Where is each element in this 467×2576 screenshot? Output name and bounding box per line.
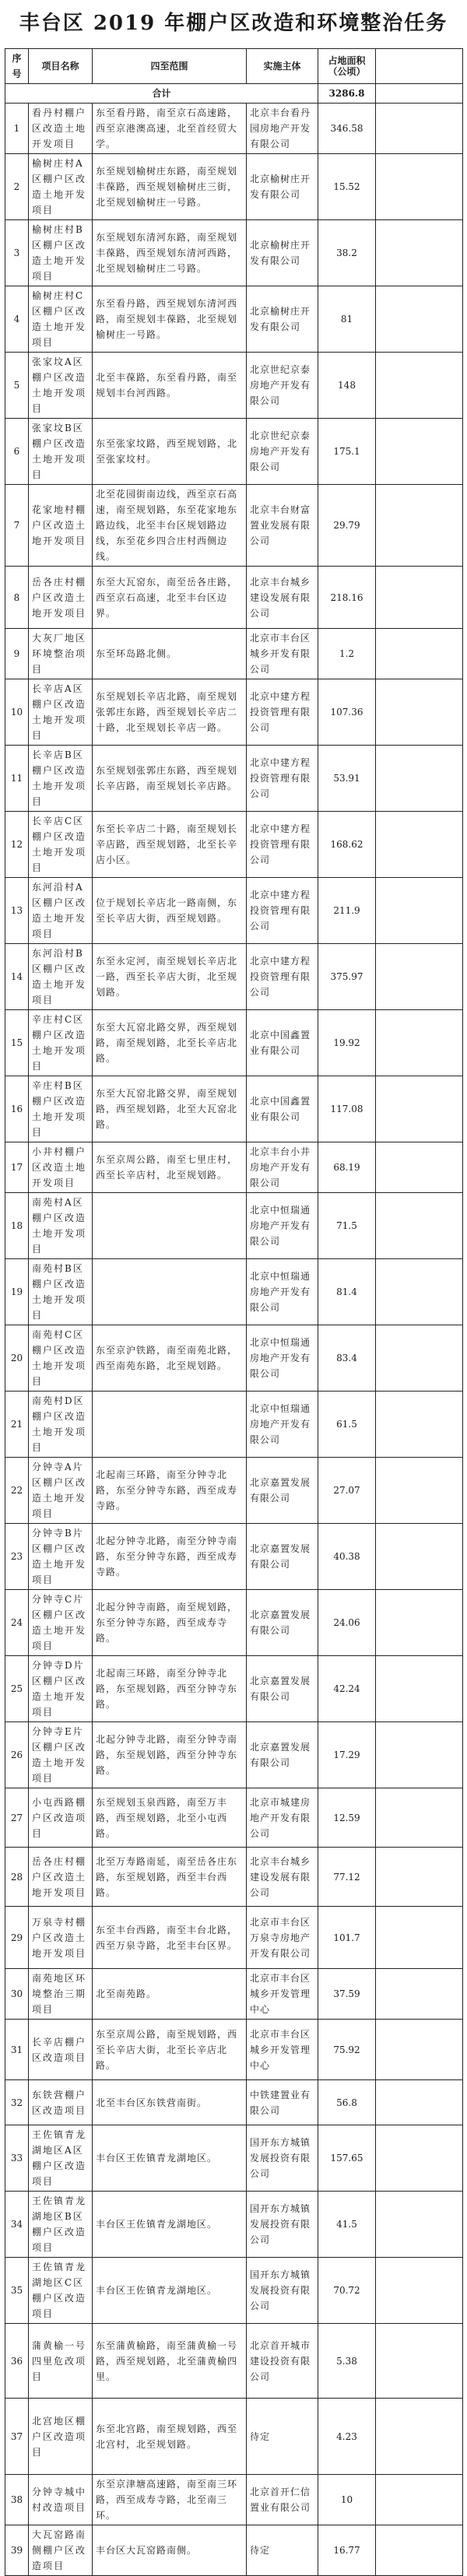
row-blank: [376, 1907, 463, 1969]
row-area: 15.52: [318, 154, 376, 220]
row-blank: [376, 1590, 463, 1656]
row-scope: 北起分钟寺北路，南至分钟寺南路，东至规划路，西至分钟寺东路。: [93, 1722, 247, 1788]
row-index: 1: [5, 104, 29, 154]
row-blank: [376, 1788, 463, 1848]
table-row: [5, 2125, 463, 2192]
row-blank: [376, 1458, 463, 1524]
row-scope: 东至看丹路，西至规划东清河西路，南至规划丰葆路，北至规划榆树庄一号路。: [93, 286, 247, 353]
row-entity: 北京市丰台区城乡开发管理中心: [247, 2020, 318, 2080]
row-entity: 北京榆树庄开发有限公司: [247, 154, 318, 220]
row-area: 117.08: [318, 1076, 376, 1142]
row-blank: [376, 1969, 463, 2020]
row-name: 看丹村棚户区改造土地开发项目: [29, 104, 93, 154]
table-row: [5, 1458, 463, 1524]
row-entity: 北京中国鑫置业有限公司: [247, 1010, 318, 1076]
row-blank: [376, 2475, 463, 2525]
row-area: 29.79: [318, 485, 376, 567]
row-name: 岳各庄村棚户区改造土地开发项目: [29, 567, 93, 629]
row-blank: [376, 286, 463, 353]
table-row: [5, 485, 463, 567]
table-row: [5, 286, 463, 353]
row-index: 24: [5, 1590, 29, 1656]
row-blank: [376, 419, 463, 485]
row-entity: 北京嘉置发展有限公司: [247, 1656, 318, 1722]
row-blank: [376, 2192, 463, 2258]
row-blank: [376, 812, 463, 878]
table-header-row: [5, 49, 463, 84]
row-name: 南苑村B区棚户区改造土地开发项目: [29, 1259, 93, 1325]
row-name: 张家坟A区棚户区改造土地开发项目: [29, 353, 93, 419]
row-scope: 位于规划长辛店北一路南侧，东至长辛店大街，西至规划路。: [93, 878, 247, 944]
row-entity: 国开东方城镇发展投资有限公司: [247, 2192, 318, 2258]
row-name: 东河沿村A区棚户区改造土地开发项目: [29, 878, 93, 944]
row-entity: 北京丰台财富置业发展有限公司: [247, 485, 318, 567]
row-entity: 北京中建方程投资管理有限公司: [247, 746, 318, 812]
row-area: 42.24: [318, 1656, 376, 1722]
table-row: [5, 2020, 463, 2080]
header-entity: 实施主体: [247, 49, 318, 84]
table-row: [5, 1259, 463, 1325]
row-scope: 北起南三环路，南至分钟寺北路，东至规划路，西至分钟寺东路。: [93, 1656, 247, 1722]
row-blank: [376, 1325, 463, 1392]
row-blank: [376, 679, 463, 746]
row-blank: [376, 2324, 463, 2399]
row-area: 56.8: [318, 2080, 376, 2125]
row-entity: 北京嘉置发展有限公司: [247, 1590, 318, 1656]
row-index: 34: [5, 2192, 29, 2258]
total-area: 3286.8: [318, 84, 376, 104]
table-row: [5, 679, 463, 746]
row-scope: 丰台区大瓦窑路南侧。: [93, 2525, 247, 2576]
row-scope: [93, 1392, 247, 1458]
row-entity: 待定: [247, 2525, 318, 2576]
row-name: 分钟寺B片区棚户区改造土地开发项目: [29, 1524, 93, 1590]
row-scope: 东至京沪铁路，南至南苑北路，西至南苑东路，北至规划路。: [93, 1325, 247, 1392]
table-row: [5, 1590, 463, 1656]
row-entity: 北京中恒瑞通房地产开发有限公司: [247, 1259, 318, 1325]
row-area: 17.29: [318, 1722, 376, 1788]
table-row: [5, 2324, 463, 2399]
table-row: [5, 1325, 463, 1392]
table-row: [5, 419, 463, 485]
row-index: 33: [5, 2125, 29, 2192]
row-index: 9: [5, 629, 29, 679]
row-index: 13: [5, 878, 29, 944]
total-blank: [376, 84, 463, 104]
row-index: 35: [5, 2258, 29, 2324]
row-name: 长辛店B区棚户区改造土地开发项目: [29, 746, 93, 812]
row-scope: 东至京周公路，南至规划路，西至长辛店大街，北至长辛店北路。: [93, 2020, 247, 2080]
row-entity: 中铁建置业有限公司: [247, 2080, 318, 2125]
row-blank: [376, 1142, 463, 1193]
row-scope: 东至蒲黄榆路，南至蒲黄榆一号路，西至规划路，北至蒲黄榆四里。: [93, 2324, 247, 2399]
row-name: 辛庄村B区棚户区改造土地开发项目: [29, 1076, 93, 1142]
table-row: [5, 1076, 463, 1142]
row-index: 14: [5, 944, 29, 1010]
row-scope: 北至丰台区东铁营南街。: [93, 2080, 247, 2125]
row-name: 榆树庄村A区棚户区改造土地开发项目: [29, 154, 93, 220]
row-entity: 北京丰台城乡建设发展有限公司: [247, 567, 318, 629]
row-entity: 北京中建方程投资管理有限公司: [247, 878, 318, 944]
row-area: 168.62: [318, 812, 376, 878]
table-row: [5, 944, 463, 1010]
table-row: [5, 878, 463, 944]
row-name: 分钟寺E片区棚户区改造土地开发项目: [29, 1722, 93, 1788]
table-row: [5, 220, 463, 286]
row-entity: 北京市丰台区万泉寺房地产开发有限公司: [247, 1907, 318, 1969]
row-area: 16.77: [318, 2525, 376, 2576]
table-row: [5, 1656, 463, 1722]
table-row: [5, 2475, 463, 2525]
row-scope: 东至长辛店二十路，南至规划长辛店路，西至规划路，北至长辛店小区。: [93, 812, 247, 878]
row-scope: 东至看丹路，南至京石高速路，西至京港澳高速，北至首经贸大学。: [93, 104, 247, 154]
row-name: 大灰厂地区环境整治项目: [29, 629, 93, 679]
row-index: 28: [5, 1848, 29, 1907]
header-area: 占地面积 （公顷）: [318, 49, 376, 84]
row-entity: 待定: [247, 2399, 318, 2475]
row-scope: 东至环岛路北侧。: [93, 629, 247, 679]
table-row: [5, 812, 463, 878]
row-name: 榆树庄村B区棚户区改造土地开发项目: [29, 220, 93, 286]
row-blank: [376, 1524, 463, 1590]
row-name: 王佐镇青龙湖地区C区棚户区改造项目: [29, 2258, 93, 2324]
row-index: 19: [5, 1259, 29, 1325]
row-entity: 北京中恒瑞通房地产开发有限公司: [247, 1325, 318, 1392]
row-area: 24.06: [318, 1590, 376, 1656]
row-scope: 东至规划张郭庄东路，西至规划长辛店路，南至规划长辛店路。: [93, 746, 247, 812]
row-area: 75.92: [318, 2020, 376, 2080]
table-row: [5, 2192, 463, 2258]
table-row: [5, 1010, 463, 1076]
row-scope: 东至京周公路，南至七里庄村，西至长辛店村，北至规划路。: [93, 1142, 247, 1193]
row-blank: [376, 1076, 463, 1142]
row-scope: 东至京津塘高速路，南至南三环路，西至成寿寺路，北至南三环。: [93, 2475, 247, 2525]
row-blank: [376, 1193, 463, 1259]
row-index: 2: [5, 154, 29, 220]
row-name: 长辛店A区棚户区改造土地开发项目: [29, 679, 93, 746]
row-index: 5: [5, 353, 29, 419]
row-scope: 东至规划东清河东路，南至规划丰葆路，西至规划东清河西路，北至规划榆树庄二号路。: [93, 220, 247, 286]
row-blank: [376, 2125, 463, 2192]
table-row: [5, 353, 463, 419]
row-scope: 北至南苑路。: [93, 1969, 247, 2020]
header-scope: 四至范围: [93, 49, 247, 84]
row-blank: [376, 567, 463, 629]
row-blank: [376, 629, 463, 679]
row-blank: [376, 485, 463, 567]
row-scope: 丰台区王佐镇青龙湖地区。: [93, 2258, 247, 2324]
row-name: 南苑村C区棚户区改造土地开发项目: [29, 1325, 93, 1392]
row-name: 蒲黄榆一号四里危改项目: [29, 2324, 93, 2399]
row-area: 101.7: [318, 1907, 376, 1969]
task-table: [5, 48, 463, 2576]
total-row: [5, 84, 463, 104]
row-name: 小井村棚户区改造土地开发项目: [29, 1142, 93, 1193]
row-entity: 北京嘉置发展有限公司: [247, 1458, 318, 1524]
row-index: 29: [5, 1907, 29, 1969]
row-entity: 北京中建方程投资管理有限公司: [247, 944, 318, 1010]
row-area: 4.23: [318, 2399, 376, 2475]
row-area: 70.72: [318, 2258, 376, 2324]
row-area: 40.38: [318, 1524, 376, 1590]
row-index: 22: [5, 1458, 29, 1524]
row-area: 71.5: [318, 1193, 376, 1259]
row-scope: 北起分钟寺北路，南至分钟寺南路，东至分钟寺东路，西至成寿寺路。: [93, 1524, 247, 1590]
row-area: 81.4: [318, 1259, 376, 1325]
row-area: 38.2: [318, 220, 376, 286]
row-entity: 国开东方城镇发展投资有限公司: [247, 2258, 318, 2324]
row-entity: 北京中建方程投资管理有限公司: [247, 679, 318, 746]
row-index: 23: [5, 1524, 29, 1590]
row-entity: 北京市丰台区城乡开发管理中心: [247, 1969, 318, 2020]
row-index: 4: [5, 286, 29, 353]
row-entity: 北京世纪京泰房地产开发有限公司: [247, 353, 318, 419]
row-scope: 东至大瓦窑东，南至岳各庄路，西至京石高速，北至丰台区边界。: [93, 567, 247, 629]
row-name: 岳各庄村棚户区改造土地开发项目: [29, 1848, 93, 1907]
row-blank: [376, 2080, 463, 2125]
row-scope: 北起南三环路，南至分钟寺北路，东至分钟寺东路，西至成寿寺路。: [93, 1458, 247, 1524]
row-name: 长辛店C区棚户区改造土地开发项目: [29, 812, 93, 878]
row-area: 218.16: [318, 567, 376, 629]
row-area: 375.97: [318, 944, 376, 1010]
row-name: 分钟寺A片区棚户区改造土地开发项目: [29, 1458, 93, 1524]
row-area: 12.59: [318, 1788, 376, 1848]
row-index: 27: [5, 1788, 29, 1848]
row-blank: [376, 353, 463, 419]
row-scope: 丰台区王佐镇青龙湖地区。: [93, 2125, 247, 2192]
row-entity: 北京中恒瑞通房地产开发有限公司: [247, 1392, 318, 1458]
row-area: 1.2: [318, 629, 376, 679]
row-scope: 北至万寿路南延，南至岳各庄东路，东至规划路，西至丰台西路。: [93, 1848, 247, 1907]
row-area: 61.5: [318, 1392, 376, 1458]
header-blank: [376, 49, 463, 84]
row-blank: [376, 2020, 463, 2080]
row-entity: 北京市丰台区城乡开发有限公司: [247, 629, 318, 679]
row-scope: 北起分钟寺南路，南至规划路，东至分钟寺东路，西至成寿寺路。: [93, 1590, 247, 1656]
row-name: 东河沿村B区棚户区改造土地开发项目: [29, 944, 93, 1010]
row-index: 11: [5, 746, 29, 812]
row-entity: 北京首开城市建设投资有限公司: [247, 2324, 318, 2399]
row-area: 41.5: [318, 2192, 376, 2258]
row-name: 北宫地区棚户区改造项目: [29, 2399, 93, 2475]
row-area: 10: [318, 2475, 376, 2525]
row-entity: 北京首开仁信置业有限公司: [247, 2475, 318, 2525]
row-entity: 北京丰台小井房地产开发有限公司: [247, 1142, 318, 1193]
row-name: 万泉寺村棚户区改造土地开发项目: [29, 1907, 93, 1969]
row-scope: 北至花园街南边线，西至京石高速，南至规划路，东至花家地东路边线，北至丰台区规划路边线，东至花乡四合庄村西侧边线。: [93, 485, 247, 567]
row-name: 东铁营棚户区改造项目: [29, 2080, 93, 2125]
row-scope: 东至张家坟路，西至规划路，北至张家坟村。: [93, 419, 247, 485]
row-name: 南苑村A区棚户区改造土地开发项目: [29, 1193, 93, 1259]
row-blank: [376, 1259, 463, 1325]
row-area: 68.19: [318, 1142, 376, 1193]
row-blank: [376, 220, 463, 286]
row-entity: 北京世纪京泰房地产开发有限公司: [247, 419, 318, 485]
row-area: 148: [318, 353, 376, 419]
row-scope: [93, 1259, 247, 1325]
row-area: 5.38: [318, 2324, 376, 2399]
row-area: 175.1: [318, 419, 376, 485]
table-row: [5, 104, 463, 154]
row-name: 花家地村棚户区改造土地开发项目: [29, 485, 93, 567]
row-scope: 丰台区王佐镇青龙湖地区。: [93, 2192, 247, 2258]
row-blank: [376, 2258, 463, 2324]
row-blank: [376, 944, 463, 1010]
row-blank: [376, 104, 463, 154]
table-row: [5, 1193, 463, 1259]
table-row: [5, 746, 463, 812]
table-row: [5, 629, 463, 679]
row-name: 辛庄村C区棚户区改造土地开发项目: [29, 1010, 93, 1076]
row-index: 3: [5, 220, 29, 286]
row-scope: 东至规划玉泉西路，南至万丰路，西至规划路，北至小屯西路。: [93, 1788, 247, 1848]
row-area: 211.9: [318, 878, 376, 944]
row-entity: 北京中国鑫置业有限公司: [247, 1076, 318, 1142]
table-row: [5, 2258, 463, 2324]
row-name: 大瓦窑路南侧棚户区改造项目: [29, 2525, 93, 2576]
row-index: 18: [5, 1193, 29, 1259]
row-area: 27.07: [318, 1458, 376, 1524]
row-area: 19.92: [318, 1010, 376, 1076]
table-row: [5, 1392, 463, 1458]
row-entity: 北京嘉置发展有限公司: [247, 1524, 318, 1590]
row-blank: [376, 1848, 463, 1907]
table-row: [5, 1788, 463, 1848]
row-index: 12: [5, 812, 29, 878]
row-blank: [376, 1392, 463, 1458]
table-row: [5, 1969, 463, 2020]
row-area: 81: [318, 286, 376, 353]
row-index: 36: [5, 2324, 29, 2399]
row-entity: 北京中建方程投资管理有限公司: [247, 812, 318, 878]
row-index: 21: [5, 1392, 29, 1458]
row-name: 张家坟B区棚户区改造土地开发项目: [29, 419, 93, 485]
row-area: 37.59: [318, 1969, 376, 2020]
row-scope: 东至永定河，南至规划长辛店北一路，西至长辛店大街，北至规划路。: [93, 944, 247, 1010]
row-name: 小屯西路棚户区改造项目: [29, 1788, 93, 1848]
row-name: 南苑地区环境整治三期项目: [29, 1969, 93, 2020]
row-name: 长辛店棚户区改造项目: [29, 2020, 93, 2080]
row-blank: [376, 2525, 463, 2576]
row-entity: 北京榆树庄开发有限公司: [247, 220, 318, 286]
row-scope: 东至规划长辛店北路，南至规划张郭庄东路，西至规划长辛店二十路，北至规划长辛店一路。: [93, 679, 247, 746]
row-index: 30: [5, 1969, 29, 2020]
row-name: 王佐镇青龙湖地区B区棚户区改造项目: [29, 2192, 93, 2258]
table-row: [5, 2525, 463, 2576]
row-area: 83.4: [318, 1325, 376, 1392]
row-index: 39: [5, 2525, 29, 2576]
row-index: 17: [5, 1142, 29, 1193]
row-name: 分钟寺C片区棚户区改造土地开发项目: [29, 1590, 93, 1656]
row-blank: [376, 1656, 463, 1722]
row-scope: 北至丰葆路，东至看丹路，南至规划丰台河西路。: [93, 353, 247, 419]
header-name: 项目名称: [29, 49, 93, 84]
row-blank: [376, 1010, 463, 1076]
row-index: 16: [5, 1076, 29, 1142]
table-row: [5, 1722, 463, 1788]
row-scope: [93, 1193, 247, 1259]
table-row: [5, 1907, 463, 1969]
row-index: 37: [5, 2399, 29, 2475]
row-entity: 北京榆树庄开发有限公司: [247, 286, 318, 353]
row-blank: [376, 154, 463, 220]
row-name: 分钟寺D片区棚户区改造土地开发项目: [29, 1656, 93, 1722]
table-row: [5, 2080, 463, 2125]
table-row: [5, 567, 463, 629]
row-entity: 北京嘉置发展有限公司: [247, 1722, 318, 1788]
row-scope: 东至大瓦窑北路交界，南至规划路，西至规划路，北至大瓦窑北路。: [93, 1076, 247, 1142]
table-row: [5, 1848, 463, 1907]
row-blank: [376, 2399, 463, 2475]
row-index: 10: [5, 679, 29, 746]
row-area: 77.12: [318, 1848, 376, 1907]
row-entity: 北京丰台看丹园房地产开发有限公司: [247, 104, 318, 154]
row-name: 榆树庄村C区棚户区改造土地开发项目: [29, 286, 93, 353]
table-row: [5, 1142, 463, 1193]
row-entity: 国开东方城镇发展投资有限公司: [247, 2125, 318, 2192]
row-scope: 东至丰台西路，南至丰台北路，西至万泉寺路，北至丰台区界。: [93, 1907, 247, 1969]
row-index: 15: [5, 1010, 29, 1076]
row-entity: 北京丰台城乡建设发展有限公司: [247, 1848, 318, 1907]
row-scope: 东至北宫路，南至规划路，西至北宫村，北至规划路。: [93, 2399, 247, 2475]
total-label: 合计: [5, 84, 318, 104]
row-entity: 北京中恒瑞通房地产开发有限公司: [247, 1193, 318, 1259]
row-index: 25: [5, 1656, 29, 1722]
header-index: 序号: [5, 49, 29, 84]
row-index: 6: [5, 419, 29, 485]
row-scope: 东至规划榆树庄东路，南至规划丰葆路，西至规划榆树庄三街，北至规划榆树庄一号路。: [93, 154, 247, 220]
row-entity: 北京市城建房地产开发有限公司: [247, 1788, 318, 1848]
row-area: 53.91: [318, 746, 376, 812]
row-index: 20: [5, 1325, 29, 1392]
row-index: 8: [5, 567, 29, 629]
table-row: [5, 2399, 463, 2475]
row-blank: [376, 878, 463, 944]
row-index: 26: [5, 1722, 29, 1788]
row-area: 346.58: [318, 104, 376, 154]
row-name: 分钟寺城中村改造项目: [29, 2475, 93, 2525]
row-scope: 东至大瓦窑北路交界，西至规划路，南至规划路，北至长辛店北路。: [93, 1010, 247, 1076]
row-blank: [376, 746, 463, 812]
row-index: 38: [5, 2475, 29, 2525]
row-area: 107.36: [318, 679, 376, 746]
table-row: [5, 154, 463, 220]
row-index: 31: [5, 2020, 29, 2080]
row-name: 南苑村D区棚户区改造土地开发项目: [29, 1392, 93, 1458]
row-blank: [376, 1722, 463, 1788]
row-index: 32: [5, 2080, 29, 2125]
row-name: 王佐镇青龙湖地区A区棚户区改造项目: [29, 2125, 93, 2192]
page-title: 丰台区 2019 年棚户区改造和环境整治任务: [19, 12, 448, 35]
row-index: 7: [5, 485, 29, 567]
row-area: 157.65: [318, 2125, 376, 2192]
table-row: [5, 1524, 463, 1590]
